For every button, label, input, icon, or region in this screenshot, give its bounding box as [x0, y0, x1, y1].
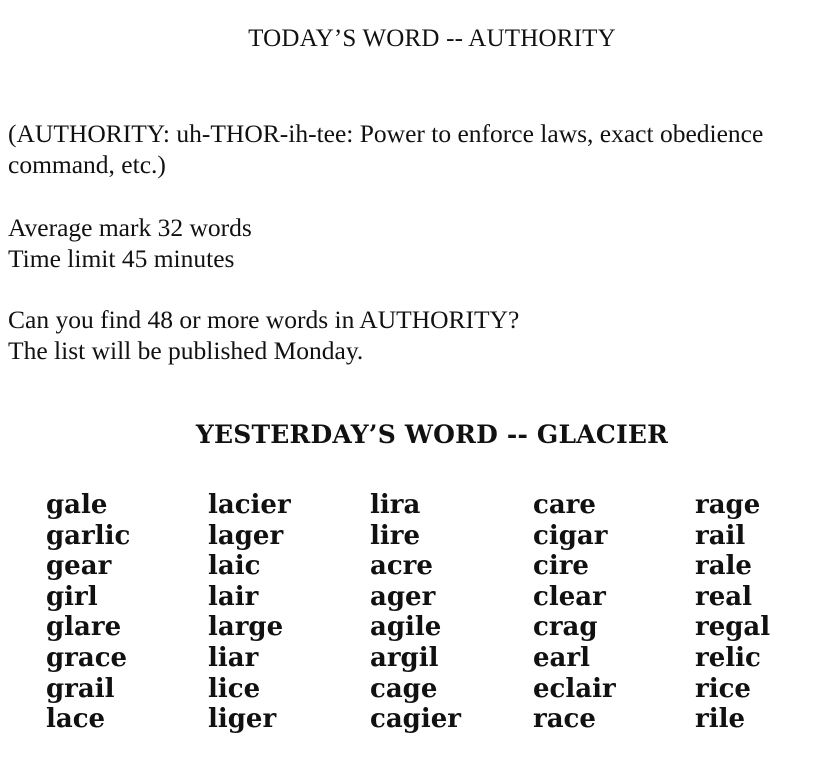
definition-line: (AUTHORITY: uh-THOR-ih-tee: Power to enforce laws, exact obedience	[8, 119, 764, 148]
challenge-question: Can you find 48 or more words in AUTHORITY?	[8, 305, 520, 334]
yesterdays-word-title: YESTERDAY’S WORD -- GLACIER	[195, 420, 669, 449]
word-list-grid	[46, 490, 836, 740]
word-item: cage	[370, 673, 438, 704]
todays-word-title: TODAY’S WORD -- AUTHORITY	[248, 25, 616, 52]
word-item: rile	[695, 704, 745, 735]
word-item: cagier	[370, 704, 461, 735]
word-item: garlic	[46, 520, 131, 551]
word-column	[46, 490, 130, 735]
word-item: acre	[370, 551, 433, 582]
word-item: grace	[46, 642, 128, 673]
word-item: liger	[208, 704, 277, 735]
word-item: gale	[46, 490, 108, 520]
word-item: girl	[46, 581, 98, 612]
word-item: glare	[46, 612, 122, 643]
word-item: laic	[208, 551, 261, 582]
word-item: gear	[46, 551, 112, 582]
word-column	[695, 490, 770, 735]
word-item: relic	[695, 642, 761, 673]
average-mark-text: Average mark 32 words	[8, 213, 252, 242]
word-item: earl	[533, 642, 590, 673]
word-item: care	[533, 490, 596, 520]
word-item: real	[695, 581, 752, 612]
word-item: lace	[46, 704, 106, 735]
word-item: lice	[208, 673, 261, 704]
word-item: grail	[46, 673, 115, 704]
word-item: rail	[695, 520, 746, 551]
word-column	[370, 490, 461, 735]
word-item: regal	[695, 612, 771, 643]
word-item: cigar	[533, 520, 608, 551]
word-item: ager	[370, 581, 436, 612]
word-item: liar	[208, 642, 259, 673]
challenge-paragraph	[8, 304, 838, 366]
word-item: lire	[370, 520, 420, 551]
word-column	[208, 490, 291, 735]
word-column	[533, 490, 616, 735]
word-item: agile	[370, 612, 442, 643]
word-item: rice	[695, 673, 751, 704]
definition-paragraph	[8, 118, 838, 180]
word-item: large	[208, 612, 284, 643]
word-item: rale	[695, 551, 752, 582]
time-limit-text: Time limit 45 minutes	[8, 244, 235, 273]
word-item: rage	[695, 490, 761, 520]
word-item: argil	[370, 642, 439, 673]
word-item: cire	[533, 551, 589, 582]
word-item: race	[533, 704, 596, 735]
word-item: lair	[208, 581, 259, 612]
publish-note: The list will be published Monday.	[8, 336, 364, 365]
word-item: clear	[533, 581, 606, 612]
word-item: eclair	[533, 673, 616, 704]
word-item: crag	[533, 612, 598, 643]
word-item: lager	[208, 520, 284, 551]
stats-paragraph	[8, 212, 838, 274]
definition-line: command, etc.)	[8, 150, 166, 179]
word-item: lacier	[208, 490, 291, 520]
word-item: lira	[370, 490, 421, 520]
